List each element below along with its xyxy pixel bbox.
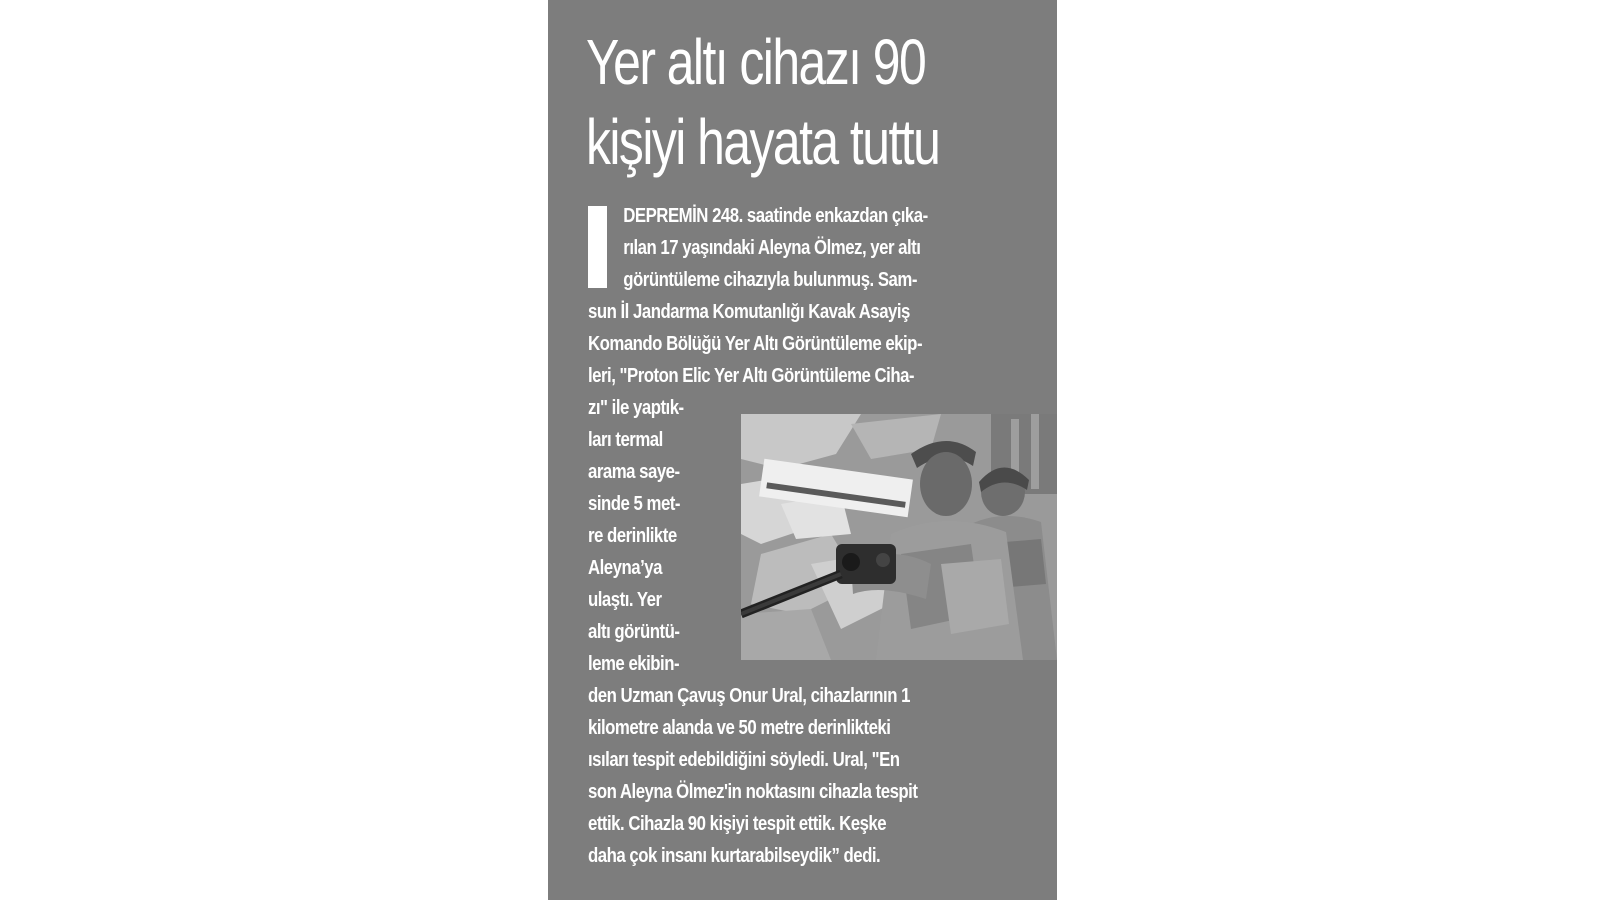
headline-line: Yer altı cihazı 90 [586, 26, 926, 98]
body-line: görüntüleme cihazıyla bulunmuş. Sam- [623, 269, 917, 291]
body-line: arama saye- [588, 461, 680, 483]
headline-line: kişiyi hayata tuttu [586, 106, 940, 178]
body-line: Aleyna’ya [588, 557, 662, 579]
body-line: sinde 5 met- [588, 493, 680, 515]
rescue-photo [741, 414, 1057, 660]
body-line: altı görüntü- [588, 621, 680, 643]
newspaper-clipping [548, 0, 1057, 900]
body-line: ları termal [588, 429, 663, 451]
body-line: kilometre alanda ve 50 metre derinlikteki [588, 717, 891, 739]
body-line: zı" ile yaptık- [588, 397, 684, 419]
body-line: leri, "Proton Elic Yer Altı Görüntüleme Ciha- [588, 365, 915, 387]
body-line: leme ekibin- [588, 653, 680, 675]
body-line: den Uzman Çavuş Onur Ural, cihazlarının 1 [588, 685, 910, 707]
body-line: ulaştı. Yer [588, 589, 662, 611]
body-line: DEPREMİN 248. saatinde enkazdan çıka- [623, 205, 928, 227]
body-line: re derinlikte [588, 525, 677, 547]
body-line: ettik. Cihazla 90 kişiyi tespit ettik. Keşke [588, 813, 887, 835]
body-line: daha çok insanı kurtarabilseydik” dedi. [588, 845, 881, 867]
body-line: sun İl Jandarma Komutanlığı Kavak Asayiş [588, 301, 910, 323]
body-line: son Aleyna Ölmez'in noktasını cihazla tespit [588, 781, 918, 803]
body-line: ısıları tespit edebildiğini söyledi. Ural, "En [588, 749, 900, 771]
rescue-photo-illustration [741, 414, 1057, 660]
body-line: Komando Bölüğü Yer Altı Görüntüleme ekip- [588, 333, 923, 355]
headline [586, 22, 945, 182]
body-line: rılan 17 yaşındaki Aleyna Ölmez, yer altı [623, 237, 921, 259]
